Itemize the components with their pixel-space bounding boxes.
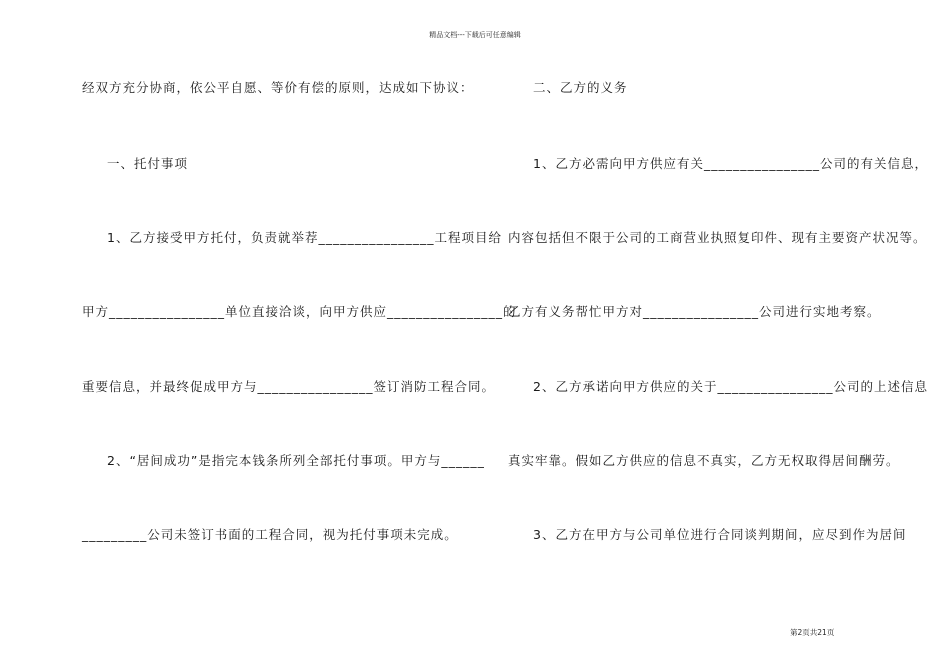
page-header: 精品文档---下载后可任意编辑 (429, 31, 521, 39)
page-number: 第2页共21页 (790, 628, 835, 637)
obligation-3-line-1: 3、乙方在甲方与公司单位进行合同谈判期间，应尽到作为居间 (533, 527, 907, 542)
section-heading-commission: 一、托付事项 (107, 156, 189, 171)
agreement-intro: 经双方充分协商，依公平自愿、等价有偿的原则，达成如下协议： (82, 80, 474, 95)
obligation-2-line-2: 真实牢靠。假如乙方供应的信息不真实，乙方无权取得居间酬劳。 (508, 453, 900, 468)
clause-2-line-2: _________公司未签订书面的工程合同，视为托付事项未完成。 (82, 527, 458, 542)
obligation-1-line-1: 1、乙方必需向甲方供应有关________________公司的有关信息， (533, 156, 928, 171)
clause-1-line-2: 甲方________________单位直接洽谈，向甲方供应________________的 (82, 304, 517, 319)
section-heading-obligations: 二、乙方的义务 (533, 80, 628, 95)
obligation-2-line-1: 2、乙方承诺向甲方供应的关于________________公司的上述信息 (533, 379, 928, 394)
obligation-1-line-2: 内容包括但不限于公司的工商营业执照复印件、现有主要资产状况等。 (508, 230, 927, 245)
clause-1-line-1: 1、乙方接受甲方托付，负责就举荐________________工程项目给 (107, 230, 502, 245)
clause-2-line-1: 2、“居间成功”是指完本钱条所列全部托付事项。甲方与______ (107, 453, 485, 468)
obligation-1-line-3: 乙方有义务帮忙甲方对________________公司进行实地考察。 (508, 304, 881, 319)
clause-1-line-3: 重要信息，并最终促成甲方与________________签订消防工程合同。 (82, 379, 496, 394)
